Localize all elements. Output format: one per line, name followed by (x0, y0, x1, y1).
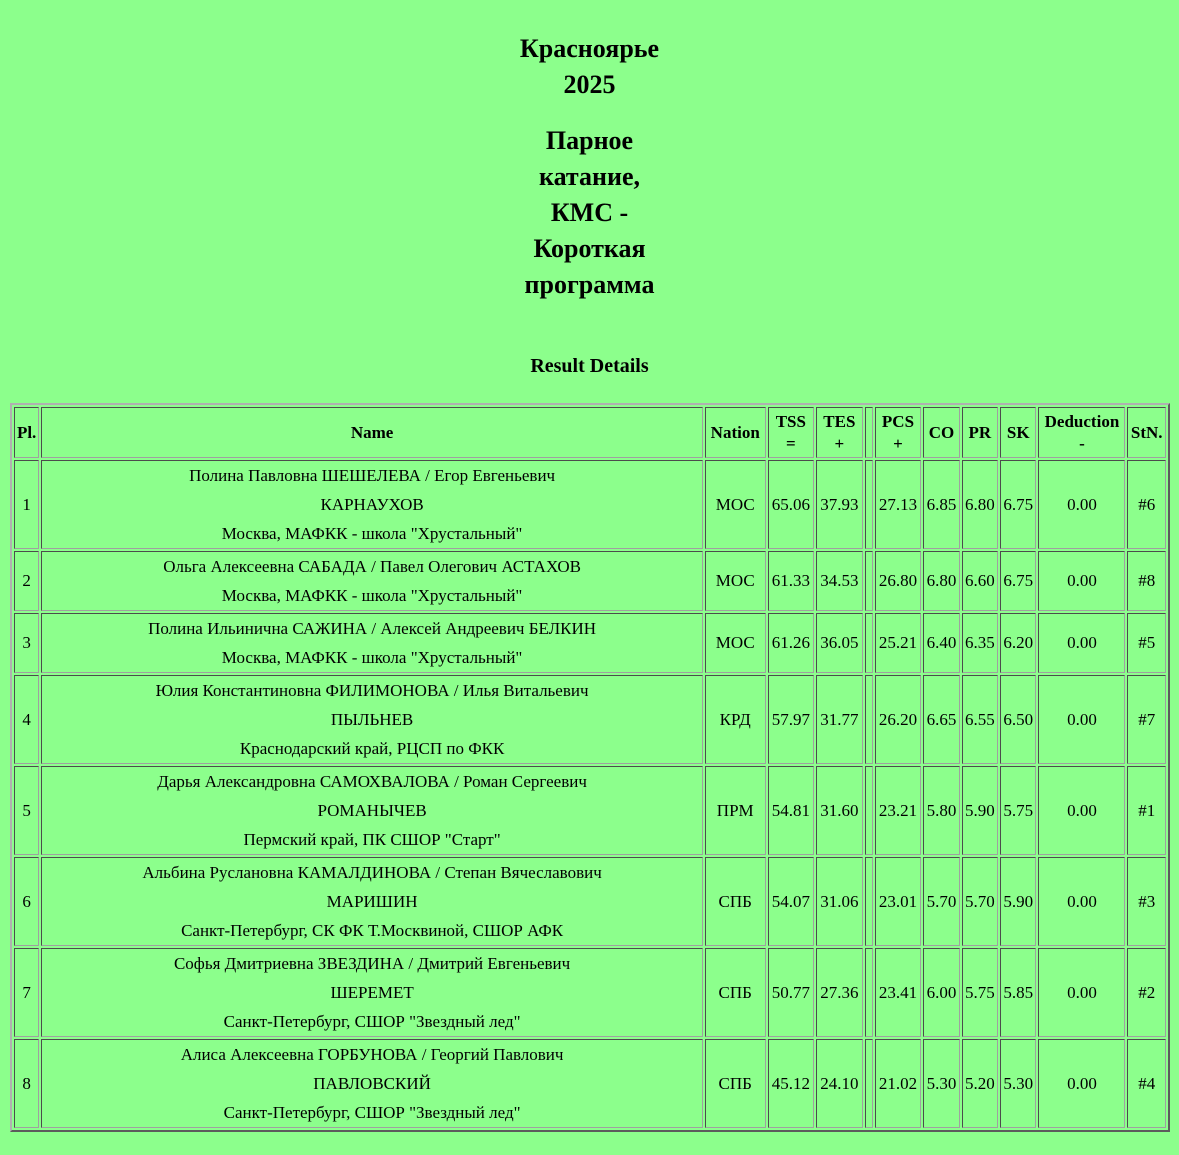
event-title-line: 2025 (563, 70, 616, 99)
pr-cell: 6.80 (962, 460, 998, 549)
club-line: Краснодарский край, РЦСП по ФКК (239, 739, 505, 758)
spacer-cell (865, 675, 873, 764)
place-cell: 5 (14, 766, 39, 855)
table-row (14, 460, 1166, 549)
deduction-cell: 0.00 (1038, 948, 1125, 1037)
club-line: Санкт-Петербург, СК ФК Т.Москвиной, СШОР АФК (181, 921, 564, 940)
pcs-cell: 27.13 (875, 460, 922, 549)
deduction-cell: 0.00 (1038, 551, 1125, 611)
col-header-sk: SK (1000, 407, 1036, 458)
place-cell: 6 (14, 857, 39, 946)
table-row (14, 766, 1166, 855)
pr-cell: 6.35 (962, 613, 998, 673)
deduction-cell: 0.00 (1038, 1039, 1125, 1128)
col-header-tss: TSS = (768, 407, 815, 458)
start-number-cell: #3 (1127, 857, 1166, 946)
skater-name-line: Альбина Руслановна КАМАЛДИНОВА / Степан Вячеславович (142, 863, 602, 882)
skater-name-line: Ольга Алексеевна САБАДА / Павел Олегович АСТАХОВ (163, 557, 581, 576)
table-row (14, 551, 1166, 611)
pcs-cell: 23.41 (875, 948, 922, 1037)
skater-name-line: ПЫЛЬНЕВ (330, 710, 414, 729)
skater-name-line: Полина Ильинична САЖИНА / Алексей Андреевич БЕЛКИН (148, 619, 597, 638)
start-number-cell: #7 (1127, 675, 1166, 764)
pr-cell: 6.60 (962, 551, 998, 611)
col-header-spacer (865, 407, 873, 458)
results-table (10, 403, 1170, 1132)
category-title-line: КМС - (550, 198, 629, 227)
pr-cell: 5.75 (962, 948, 998, 1037)
pcs-cell: 26.80 (875, 551, 922, 611)
tss-cell: 57.97 (768, 675, 815, 764)
deduction-cell: 0.00 (1038, 766, 1125, 855)
name-cell (41, 1039, 703, 1128)
table-row (14, 613, 1166, 673)
name-cell (41, 766, 703, 855)
club-line: Москва, МАФКК - школа "Хрустальный" (221, 648, 523, 667)
start-number-cell: #6 (1127, 460, 1166, 549)
place-cell: 7 (14, 948, 39, 1037)
skater-name-line: Алиса Алексеевна ГОРБУНОВА / Георгий Павлович (180, 1045, 564, 1064)
tss-cell: 61.33 (768, 551, 815, 611)
nation-cell: СПБ (705, 1039, 766, 1128)
page-header (0, 0, 1179, 379)
pcs-cell: 25.21 (875, 613, 922, 673)
spacer-cell (865, 613, 873, 673)
start-number-cell: #1 (1127, 766, 1166, 855)
spacer-cell (865, 460, 873, 549)
spacer-cell (865, 551, 873, 611)
deduction-cell: 0.00 (1038, 613, 1125, 673)
nation-cell: СПБ (705, 857, 766, 946)
pr-cell: 5.90 (962, 766, 998, 855)
col-header-pcs: PCS + (875, 407, 922, 458)
skater-name-line: Дарья Александровна САМОХВАЛОВА / Роман Сергеевич (157, 772, 587, 791)
sk-cell: 6.75 (1000, 460, 1036, 549)
tss-cell: 50.77 (768, 948, 815, 1037)
sk-cell: 6.75 (1000, 551, 1036, 611)
category-title-line: Короткая (533, 234, 646, 263)
skater-name-line: ШЕРЕМЕТ (330, 983, 414, 1002)
tss-cell: 45.12 (768, 1039, 815, 1128)
deduction-cell: 0.00 (1038, 460, 1125, 549)
place-cell: 8 (14, 1039, 39, 1128)
co-cell: 6.80 (923, 551, 959, 611)
pcs-cell: 21.02 (875, 1039, 922, 1128)
club-line: Москва, МАФКК - школа "Хрустальный" (221, 524, 523, 543)
sk-cell: 5.90 (1000, 857, 1036, 946)
start-number-cell: #2 (1127, 948, 1166, 1037)
place-cell: 3 (14, 613, 39, 673)
skater-name-line: РОМАНЫЧЕВ (317, 801, 427, 820)
col-header-name: Name (41, 407, 703, 458)
start-number-cell: #4 (1127, 1039, 1166, 1128)
co-cell: 6.85 (923, 460, 959, 549)
col-header-co: CO (923, 407, 959, 458)
skater-name-line: Полина Павловна ШЕШЕЛЕВА / Егор Евгеньевич (189, 466, 556, 485)
category-title (490, 123, 690, 303)
name-cell (41, 675, 703, 764)
tes-cell: 31.60 (816, 766, 863, 855)
tes-cell: 24.10 (816, 1039, 863, 1128)
spacer-cell (865, 766, 873, 855)
tes-cell: 34.53 (816, 551, 863, 611)
skater-name-line: Юлия Константиновна ФИЛИМОНОВА / Илья Витальевич (155, 681, 589, 700)
pr-cell: 5.70 (962, 857, 998, 946)
co-cell: 5.70 (923, 857, 959, 946)
name-cell (41, 551, 703, 611)
tes-cell: 27.36 (816, 948, 863, 1037)
skater-name-line: МАРИШИН (326, 892, 418, 911)
tes-cell: 31.06 (816, 857, 863, 946)
col-header-nation: Nation (705, 407, 766, 458)
col-header-deduction: Deduction - (1038, 407, 1125, 458)
event-title-line: Красноярье (519, 34, 660, 63)
pr-cell: 5.20 (962, 1039, 998, 1128)
club-line: Москва, МАФКК - школа "Хрустальный" (221, 586, 523, 605)
col-header-tes: TES + (816, 407, 863, 458)
nation-cell: ПРМ (705, 766, 766, 855)
sk-cell: 5.30 (1000, 1039, 1036, 1128)
spacer-cell (865, 857, 873, 946)
name-cell (41, 857, 703, 946)
col-header-pr: PR (962, 407, 998, 458)
nation-cell: МОС (705, 551, 766, 611)
name-cell (41, 460, 703, 549)
co-cell: 6.65 (923, 675, 959, 764)
skater-name-line: ПАВЛОВСКИЙ (313, 1074, 431, 1093)
pcs-cell: 23.01 (875, 857, 922, 946)
nation-cell: МОС (705, 460, 766, 549)
nation-cell: КРД (705, 675, 766, 764)
col-header-start-number: StN. (1127, 407, 1166, 458)
sk-cell: 5.85 (1000, 948, 1036, 1037)
club-line: Санкт-Петербург, СШОР "Звездный лед" (223, 1103, 521, 1122)
tss-cell: 54.81 (768, 766, 815, 855)
spacer-cell (865, 1039, 873, 1128)
skater-name-line: Софья Дмитриевна ЗВЕЗДИНА / Дмитрий Евгеньевич (173, 954, 571, 973)
club-line: Санкт-Петербург, СШОР "Звездный лед" (223, 1012, 521, 1031)
col-header-place: Pl. (14, 407, 39, 458)
table-header-row (14, 407, 1166, 458)
place-cell: 2 (14, 551, 39, 611)
co-cell: 5.80 (923, 766, 959, 855)
place-cell: 1 (14, 460, 39, 549)
table-row (14, 1039, 1166, 1128)
event-title (490, 0, 690, 103)
club-line: Пермский край, ПК СШОР "Старт" (243, 830, 501, 849)
place-cell: 4 (14, 675, 39, 764)
pcs-cell: 26.20 (875, 675, 922, 764)
sk-cell: 6.20 (1000, 613, 1036, 673)
co-cell: 5.30 (923, 1039, 959, 1128)
table-row (14, 857, 1166, 946)
tss-cell: 54.07 (768, 857, 815, 946)
skater-name-line: КАРНАУХОВ (320, 495, 424, 514)
name-cell (41, 613, 703, 673)
nation-cell: СПБ (705, 948, 766, 1037)
table-row (14, 675, 1166, 764)
deduction-cell: 0.00 (1038, 675, 1125, 764)
category-title-line: катание, (538, 162, 640, 191)
spacer-cell (865, 948, 873, 1037)
name-cell (41, 948, 703, 1037)
nation-cell: МОС (705, 613, 766, 673)
category-title-line: программа (524, 270, 655, 299)
co-cell: 6.40 (923, 613, 959, 673)
tss-cell: 65.06 (768, 460, 815, 549)
start-number-cell: #8 (1127, 551, 1166, 611)
pr-cell: 6.55 (962, 675, 998, 764)
tes-cell: 31.77 (816, 675, 863, 764)
tes-cell: 36.05 (816, 613, 863, 673)
sk-cell: 5.75 (1000, 766, 1036, 855)
result-details-heading: Result Details (530, 355, 649, 377)
co-cell: 6.00 (923, 948, 959, 1037)
sk-cell: 6.50 (1000, 675, 1036, 764)
category-title-line: Парное (545, 126, 634, 155)
table-row (14, 948, 1166, 1037)
deduction-cell: 0.00 (1038, 857, 1125, 946)
tes-cell: 37.93 (816, 460, 863, 549)
start-number-cell: #5 (1127, 613, 1166, 673)
tss-cell: 61.26 (768, 613, 815, 673)
pcs-cell: 23.21 (875, 766, 922, 855)
